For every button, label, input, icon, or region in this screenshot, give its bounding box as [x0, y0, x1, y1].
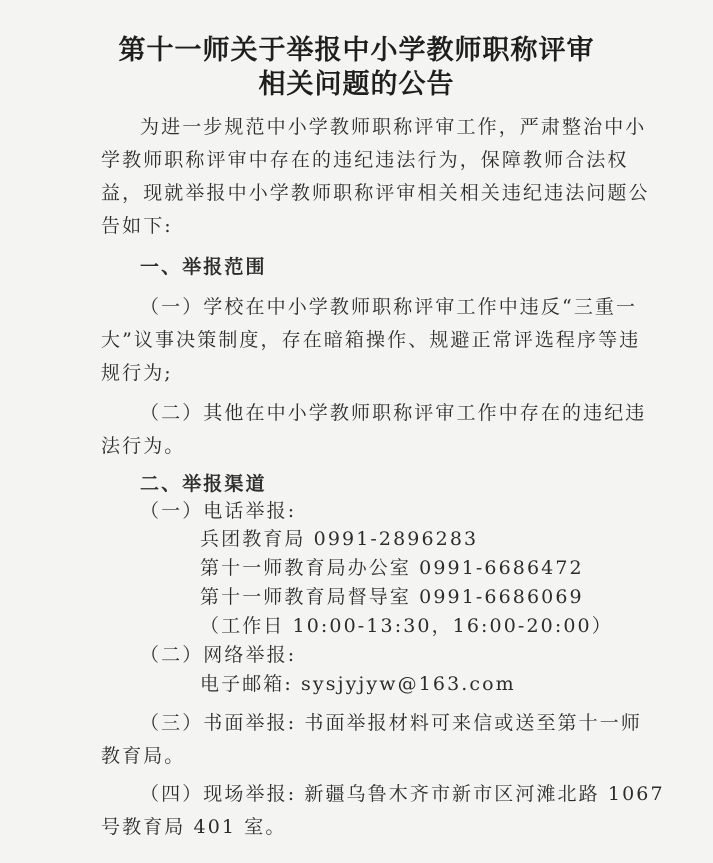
- intro-line-2: 学教师职称评审中存在的违纪违法行为，保障教师合法权: [101, 149, 629, 171]
- intro-line-4: 告如下:: [101, 215, 173, 237]
- onsite-report-line-2: 号教育局 401 室。: [101, 816, 287, 838]
- section1-heading: 一、举报范围: [140, 256, 267, 278]
- written-report-line-2: 教育局。: [101, 745, 186, 767]
- section1-item1-line-1: （一）学校在中小学教师职称评审工作中违反“三重一: [140, 296, 638, 318]
- document-title-line-2: 相关问题的公告: [258, 69, 455, 100]
- phone-line-bingtuan: 兵团教育局 0991-2896283: [200, 528, 479, 550]
- written-report-line-1: （三）书面举报: 书面举报材料可来信或送至第十一师: [140, 712, 642, 734]
- phone-line-supervision: 第十一师教育局督导室 0991-6686069: [200, 586, 584, 608]
- phone-line-office: 第十一师教育局办公室 0991-6686472: [200, 557, 584, 579]
- onsite-report-line-1: （四）现场举报: 新疆乌鲁木齐市新市区河滩北路 1067: [140, 783, 665, 805]
- section1-item2-line-2: 法行为。: [101, 435, 186, 457]
- phone-report-label: （一）电话举报:: [140, 500, 297, 522]
- intro-line-1: 为进一步规范中小学教师职称评审工作，严肃整治中小: [140, 116, 647, 138]
- email-line: 电子邮箱: sysjyjyw@163.com: [200, 673, 516, 695]
- document-title-line-1: 第十一师关于举报中小学教师职称评审: [118, 35, 595, 66]
- online-report-label: （二）网络举报:: [140, 644, 297, 666]
- phone-hours: （工作日 10:00-13:30，16:00-20:00）: [200, 615, 613, 637]
- section1-item2-line-1: （二）其他在中小学教师职称评审工作中存在的违纪违: [140, 402, 647, 424]
- section2-heading: 二、举报渠道: [140, 473, 267, 495]
- section1-item1-line-2: 大”议事决策制度，存在暗箱操作、规避正常评选程序等违: [101, 329, 641, 351]
- section1-item1-line-3: 规行为;: [101, 362, 173, 384]
- intro-line-3: 益，现就举报中小学教师职称评审相关相关违纪违法问题公: [101, 182, 650, 204]
